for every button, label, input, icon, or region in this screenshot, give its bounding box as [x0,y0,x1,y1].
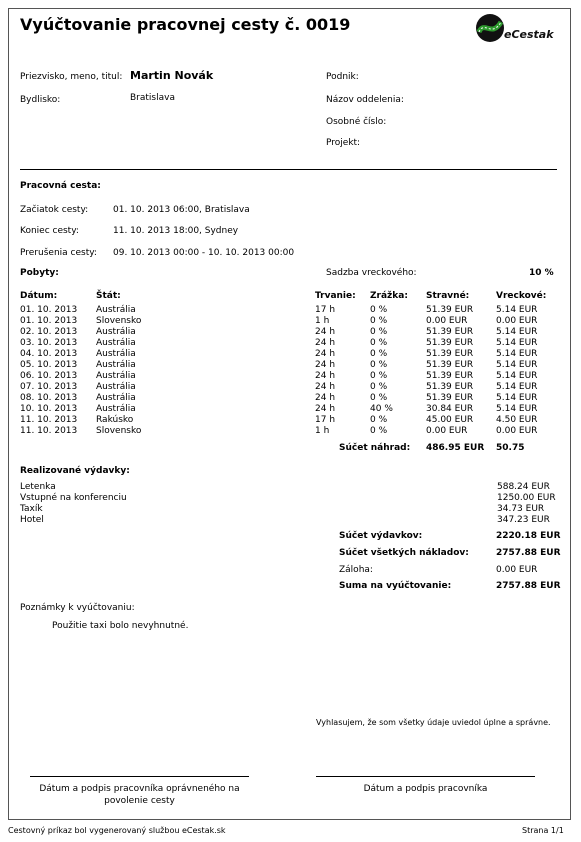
col-deduction: Zrážka: [370,291,408,301]
footer-page: Strana 1/1 [522,826,564,835]
signature-line-left [30,776,249,777]
notes-heading: Poznámky k vyúčtovaniu: [20,603,135,613]
divider [20,169,557,170]
department-label: Názov oddelenia: [326,95,404,105]
stay-country: Austrália [96,393,136,403]
address-label: Bydlisko: [20,95,61,105]
company-label: Podnik: [326,72,359,82]
stay-date: 01. 10. 2013 [20,305,78,315]
col-pocket: Vreckové: [496,291,547,301]
pocket-rate-value: 10 % [529,268,554,278]
stay-deduction: 0 % [370,327,388,337]
stay-date: 02. 10. 2013 [20,327,78,337]
stay-pocket: 0.00 EUR [496,316,538,326]
advance-value: 0.00 EUR [496,565,538,575]
stay-country: Slovensko [96,426,142,436]
stay-meals: 51.39 EUR [426,349,474,359]
stay-deduction: 0 % [370,393,388,403]
sum-all-value: 2757.88 EUR [496,548,561,558]
sum-all-label: Súčet všetkých nákladov: [339,548,469,558]
stay-deduction: 0 % [370,338,388,348]
logo-text: eCestak [504,28,554,41]
stay-pocket: 5.14 EUR [496,338,538,348]
stay-meals: 51.39 EUR [426,338,474,348]
stay-pocket: 5.14 EUR [496,305,538,315]
stay-date: 05. 10. 2013 [20,360,78,370]
stay-pocket: 5.14 EUR [496,360,538,370]
trip-break-value: 09. 10. 2013 00:00 - 10. 10. 2013 00:00 [113,248,295,258]
stay-duration: 24 h [315,349,336,359]
col-country: Štát: [96,291,121,301]
stay-deduction: 40 % [370,404,393,414]
declaration-text: Vyhlasujem, že som všetky údaje uviedol úplne a správne. [316,718,551,727]
expense-value: 34.73 EUR [497,504,545,514]
stay-date: 08. 10. 2013 [20,393,78,403]
stay-deduction: 0 % [370,360,388,370]
stay-meals: 45.00 EUR [426,415,474,425]
sum-expenses-value: 2220.18 EUR [496,531,561,541]
stay-meals: 51.39 EUR [426,360,474,370]
personal-number-label: Osobné číslo: [326,117,387,127]
expense-value: 347.23 EUR [497,515,550,525]
stay-duration: 1 h [315,426,330,436]
stay-pocket: 5.14 EUR [496,382,538,392]
col-date: Dátum: [20,291,58,301]
stay-deduction: 0 % [370,305,388,315]
trip-end-value: 11. 10. 2013 18:00, Sydney [113,226,239,236]
sum-expenses-label: Súčet výdavkov: [339,531,423,541]
stay-deduction: 0 % [370,426,388,436]
stay-meals: 51.39 EUR [426,393,474,403]
name-label: Priezvisko, meno, titul: [20,72,123,82]
expense-name: Taxík [20,504,43,514]
stay-meals: 0.00 EUR [426,426,468,436]
stay-deduction: 0 % [370,349,388,359]
stay-duration: 24 h [315,404,336,414]
stay-pocket: 5.14 EUR [496,371,538,381]
page-frame [8,8,571,820]
stays-heading: Pobyty: [20,268,59,278]
stay-deduction: 0 % [370,316,388,326]
stay-country: Austrália [96,371,136,381]
stay-pocket: 0.00 EUR [496,426,538,436]
stay-deduction: 0 % [370,382,388,392]
stay-country: Rakúsko [96,415,134,425]
stay-pocket: 5.14 EUR [496,393,538,403]
stay-country: Slovensko [96,316,142,326]
stay-duration: 17 h [315,415,336,425]
advance-label: Záloha: [339,565,373,575]
pocket-rate-label: Sadzba vreckového: [326,268,417,278]
stay-date: 04. 10. 2013 [20,349,78,359]
stay-pocket: 5.14 EUR [496,404,538,414]
stay-duration: 24 h [315,382,336,392]
name-value: Martin Novák [130,69,214,82]
stay-meals: 30.84 EUR [426,404,474,414]
stay-date: 03. 10. 2013 [20,338,78,348]
stay-deduction: 0 % [370,371,388,381]
stay-deduction: 0 % [370,415,388,425]
stay-country: Austrália [96,338,136,348]
page-title: Vyúčtovanie pracovnej cesty č. 0019 [20,15,351,34]
trip-start-label: Začiatok cesty: [20,205,89,215]
stay-duration: 1 h [315,316,330,326]
stay-date: 01. 10. 2013 [20,316,78,326]
stay-date: 10. 10. 2013 [20,404,78,414]
stay-duration: 24 h [315,338,336,348]
stay-duration: 17 h [315,305,336,315]
trip-heading: Pracovná cesta: [20,181,101,191]
col-meals: Stravné: [426,291,470,301]
trip-start-value: 01. 10. 2013 06:00, Bratislava [113,205,250,215]
stay-country: Austrália [96,305,136,315]
stay-country: Austrália [96,360,136,370]
footer-generated: Cestovný príkaz bol vygenerovaný službou eCestak.sk [8,826,226,835]
signature-right-label: Dátum a podpis pracovníka [363,784,488,794]
stay-country: Austrália [96,382,136,392]
stay-pocket: 5.14 EUR [496,349,538,359]
trip-end-label: Koniec cesty: [20,226,79,236]
stay-date: 06. 10. 2013 [20,371,78,381]
stay-duration: 24 h [315,360,336,370]
stay-country: Austrália [96,349,136,359]
stay-meals: 0.00 EUR [426,316,468,326]
stay-pocket: 4.50 EUR [496,415,538,425]
notes-text: Použitie taxi bolo nevyhnutné. [52,621,189,631]
expense-name: Vstupné na konferenciu [20,493,127,503]
total-label: Suma na vyúčtovanie: [339,581,452,591]
sum-meals: 486.95 EUR [426,443,485,453]
expenses-heading: Realizované výdavky: [20,466,130,476]
col-duration: Trvanie: [315,291,356,301]
sum-pocket: 50.75 [496,443,525,453]
stay-date: 11. 10. 2013 [20,426,78,436]
project-label: Projekt: [326,138,361,148]
stay-duration: 24 h [315,371,336,381]
expense-value: 1250.00 EUR [497,493,556,503]
stay-meals: 51.39 EUR [426,305,474,315]
signature-left-label: Dátum a podpis pracovníka oprávneného na povolenie cesty [39,784,240,806]
stay-meals: 51.39 EUR [426,327,474,337]
address-value: Bratislava [130,93,175,103]
signature-line-right [316,776,535,777]
trip-break-label: Prerušenia cesty: [20,248,97,258]
expense-name: Hotel [20,515,44,525]
stay-country: Austrália [96,404,136,414]
expense-name: Letenka [20,482,56,492]
stay-meals: 51.39 EUR [426,382,474,392]
total-value: 2757.88 EUR [496,581,561,591]
stay-duration: 24 h [315,393,336,403]
stay-pocket: 5.14 EUR [496,327,538,337]
stay-date: 11. 10. 2013 [20,415,78,425]
stay-date: 07. 10. 2013 [20,382,78,392]
sum-label: Súčet náhrad: [339,443,411,453]
stay-duration: 24 h [315,327,336,337]
expense-value: 588.24 EUR [497,482,550,492]
stay-country: Austrália [96,327,136,337]
ecestak-logo [474,12,562,44]
stay-meals: 51.39 EUR [426,371,474,381]
